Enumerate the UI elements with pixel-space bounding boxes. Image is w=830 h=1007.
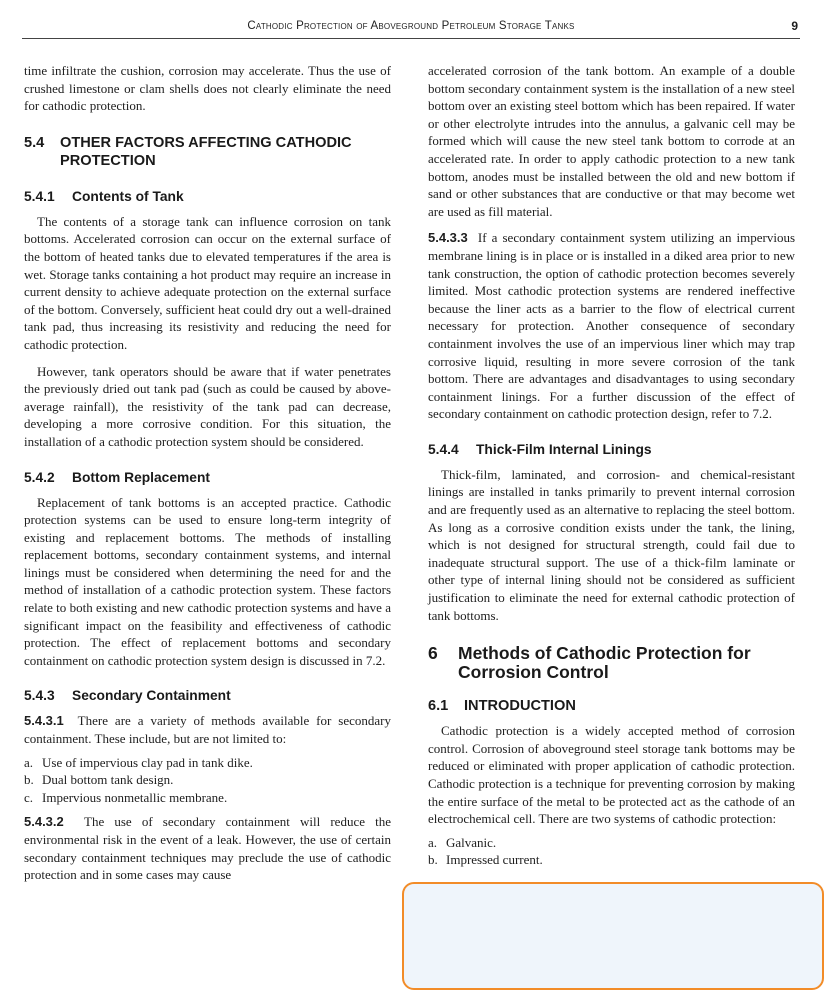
page-header	[22, 14, 800, 39]
section-6-1-heading: 6.1 INTRODUCTION	[428, 698, 576, 715]
paragraph: 5.4.3.1 There are a variety of methods available for secondary containment. These include, but are not limited to:	[24, 713, 391, 747]
list-item: b. Dual bottom tank design.	[24, 772, 174, 788]
section-5-4-3-heading: 5.4.3 Secondary Containment	[24, 688, 231, 704]
paragraph: Thick-film, laminated, and corrosion- and chemical-resistant linings are installed in tanks primarily to prevent internal corrosion and are frequently used as an alternative to replacing the steel bottom. As long as a corrosive condition exists under the tank, the lining, which is not designed for structural strength, could fail due to inadequate structural support. The use of a thick-film laminate or other type of internal lining should not be considered as sufficient justification to eliminate the need for external cathodic protection of tank bottoms.	[428, 466, 795, 623]
paragraph: However, tank operators should be aware that if water penetrates the previously dried out tank pad (such as could be caused by above-average rainfall), the resistivity of the tank pad can decrease, developing a more corrosive condition. For this situation, the installation of a cathodic protection system should be considered.	[24, 363, 391, 449]
section-5-4-heading: 5.4 OTHER FACTORS AFFECTING CATHODIC PROTECTION	[24, 134, 352, 169]
right-column	[428, 62, 795, 869]
paragraph: The contents of a storage tank can influence corrosion on tank bottoms. Accelerated corrosion can occur on the external surface of the bottom of heated tanks due to elevated temperatures if the area is wet. Storage tanks containing a hot product may require an increase in current density to achieve adequate protection on the external surface of the bottom. Conversely, sufficient heat could dry out a well-drained tank pad, thus increasing its resistivity and reducing the need for cathodic protection.	[24, 213, 391, 352]
list-item: a. Use of impervious clay pad in tank dike.	[24, 754, 253, 770]
section-5-4-1-heading: 5.4.1 Contents of Tank	[24, 188, 184, 204]
paragraph: 5.4.3.3 If a secondary containment system utilizing an impervious membrane lining is in place or is installed in a diked area prior to new tank construction, the option of cathodic protection becomes severely limited. Most cathodic protection systems are rendered ineffective because the liner acts as a barrier to the flow of electrical current necessary for protection. Another consequence of secondary containment involves the use of an impervious liner which may trap corrosive liquid, resulting in more severe corrosion of the tank bottom. There are advantages and disadvantages to using secondary containment linings. For a further discussion of the effect of secondary containment on cathodic protection design, refer to 7.2.	[428, 230, 796, 422]
paragraph-continued: accelerated corrosion of the tank bottom. An example of a double bottom secondary containment system is the installation of a new steel bottom over an existing steel bottom which has been repaired. If water or other electrolyte intrudes into the annulus, a galvanic cell may be formed which will cause the new steel tank bottom to corrode at an accelerated rate. In order to apply cathodic protection to a new tank bottom, anodes must be installed between the old and new bottom if sand or other substances that are conductive or that may become wet are used as fill material.	[428, 63, 795, 219]
section-6-heading: 6 Methods of Cathodic Protection for Corrosion Control	[428, 643, 751, 683]
paragraph: Replacement of tank bottoms is an accepted practice. Cathodic protection systems can be used to ensure long-term integrity of existing and replacement bottoms. The methods of installing replacement bottoms, secondary containment systems, and internal linings must be considered when determining the need for and the method of installation of a cathodic protection system. These factors relate to both existing and new cathodic protection systems and have a significant impact on the feasibility and effectiveness of cathodic protection. The effect of replacement bottoms and secondary containment on cathodic protection system design is discussed in 7.2.	[24, 494, 391, 668]
containment-methods-list	[24, 754, 391, 807]
list-item: c. Impervious nonmetallic membrane.	[24, 789, 228, 805]
highlight-box	[402, 882, 824, 990]
cathodic-systems-list	[428, 834, 795, 869]
left-column	[24, 62, 391, 884]
paragraph-continued: time infiltrate the cushion, corrosion may accelerate. Thus the use of crushed limestone or clam shells does not clearly eliminate the need for cathodic protection.	[24, 63, 391, 114]
page-number: 9	[791, 19, 798, 33]
running-title: Cathodic Protection of Aboveground Petroleum Storage Tanks	[247, 20, 575, 32]
section-5-4-4-heading: 5.4.4 Thick-Film Internal Linings	[428, 441, 652, 457]
paragraph: Cathodic protection is a widely accepted method of corrosion control. Corrosion of aboveground steel storage tank bottoms may be reduced or eliminated with proper application of cathodic protection. Cathodic protection is a technique for preventing corrosion by making the entire surface of the metal to be protected act as the cathode of an electrochemical cell. There are two systems of cathodic protection:	[428, 723, 795, 827]
section-5-4-2-heading: 5.4.2 Bottom Replacement	[24, 469, 210, 485]
list-item: a. Galvanic.	[428, 834, 497, 850]
paragraph: 5.4.3.2 The use of secondary containment will reduce the environmental risk in the event of a leak. However, the use of certain secondary containment techniques may preclude the use of cathodic protection and in some cases may cause	[24, 814, 391, 883]
list-item: b. Impressed current.	[428, 852, 543, 868]
